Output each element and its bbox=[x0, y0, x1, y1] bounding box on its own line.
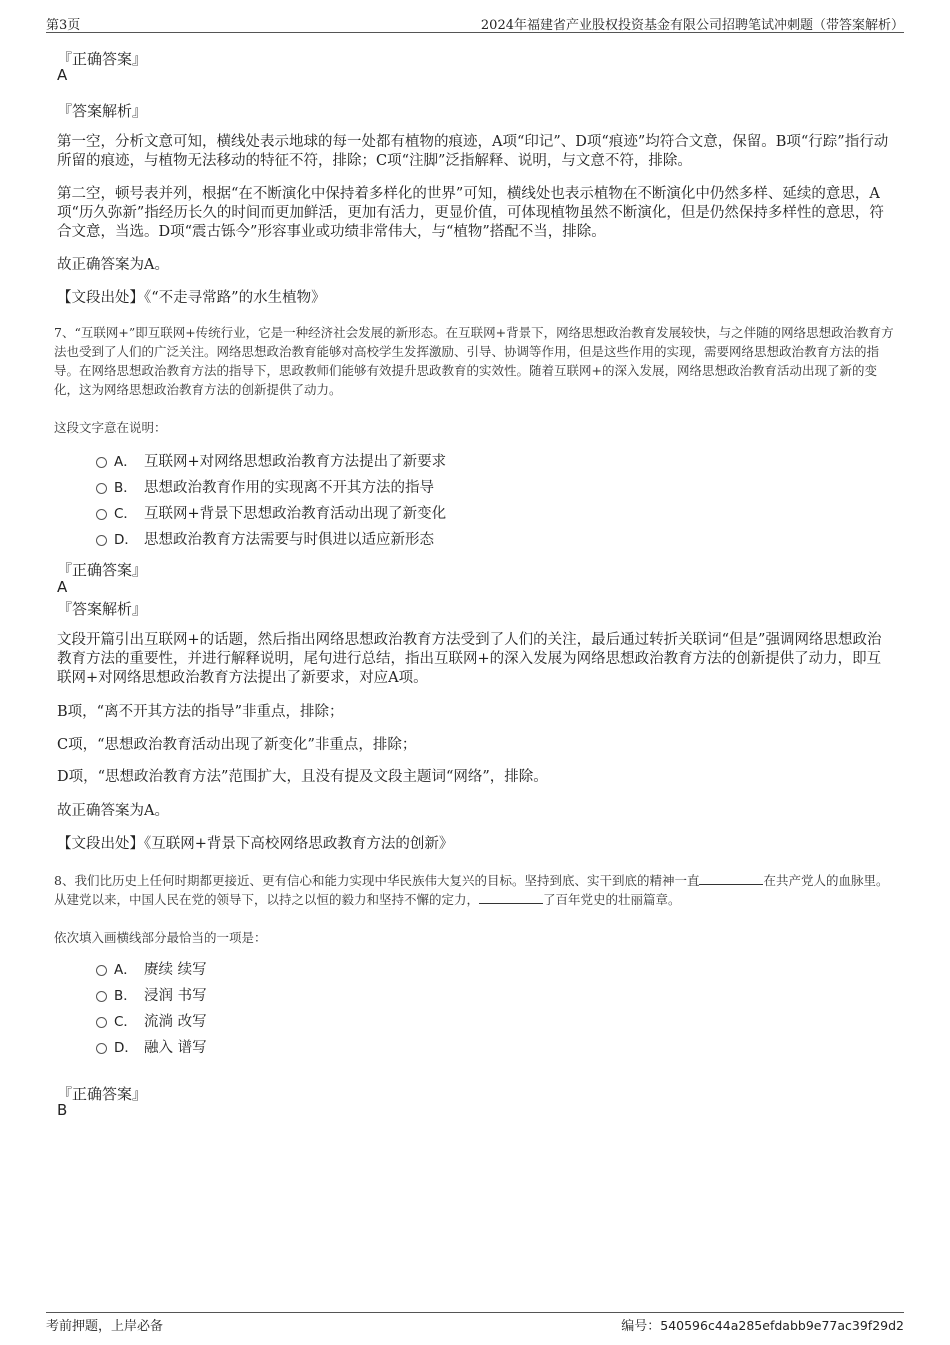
q7-analysis-para-1: 文段开篇引出互联网+的话题，然后指出网络思想政治教育方法受到了人们的关注，最后通过转折关联词“但是”强调网络思想政治教育方法的重要性，并进行解释说明，尾句进行总结，指出互联网+的深入发展为网络思想政治教育方法的创新提供了动力，即互联网+对网络思想政治教育方法提出了新要求，对应A项。 bbox=[57, 632, 882, 686]
fill-blank-2 bbox=[479, 891, 543, 904]
radio-button[interactable] bbox=[96, 535, 107, 546]
q7-analysis-c: C项，“思想政治教育活动出现了新变化”非重点，排除； bbox=[57, 737, 417, 753]
option-letter: B． bbox=[114, 480, 137, 496]
option-letter: D． bbox=[114, 1040, 138, 1056]
q7-prompt: 这段文字意在说明： bbox=[54, 420, 167, 435]
document-title: 2024年福建省产业股权投资基金有限公司招聘笔试冲刺题（带答案解析） bbox=[480, 18, 904, 33]
q7-answer-label: 『正确答案』 bbox=[57, 561, 148, 579]
q8-stem-part-1: 8、我们比历史上任何时期都更接近、更有信心和能力实现中华民族伟大复兴的目标。坚持到底、实干到底的精神一直 bbox=[54, 873, 700, 888]
option-text: 融入 谱写 bbox=[144, 1040, 207, 1056]
q7-analysis-b: B项，“离不开其方法的指导”非重点，排除； bbox=[57, 704, 344, 720]
q6-analysis-para-2: 第二空，顿号表并列，根据“在不断演化中保持着多样化的世界”可知，横线处也表示植物在不断演化中仍然多样、延续的意思，A项“历久弥新”指经历长久的时间而更加鲜活，更加有活力，更显价值，可体现植物虽然不断演化，但是仍然保持多样性的意思，符合文意，当选。D项“震古铄今”形容事业或功绩非常伟大，与“植物”搭配不当，排除。 bbox=[57, 186, 884, 240]
q6-answer: A bbox=[57, 66, 68, 84]
option-text: 互联网+对网络思想政治教育方法提出了新要求 bbox=[144, 454, 447, 470]
option-text: 赓续 续写 bbox=[144, 962, 207, 978]
option-letter: A． bbox=[114, 454, 137, 470]
page-footer bbox=[46, 1312, 904, 1335]
document-code bbox=[621, 1315, 904, 1334]
page-header bbox=[46, 14, 904, 33]
q7-analysis-label: 『答案解析』 bbox=[57, 600, 148, 618]
page-number: 第3页 bbox=[46, 18, 81, 33]
q7-analysis-conclusion: 故正确答案为A。 bbox=[57, 803, 169, 819]
footer-slogan: 考前押题，上岸必备 bbox=[46, 1319, 164, 1334]
q7-source: 【文段出处】《互联网+背景下高校网络思政教育方法的创新》 bbox=[57, 836, 454, 852]
radio-button[interactable] bbox=[96, 1017, 107, 1028]
q6-source: 【文段出处】《“不走寻常路”的水生植物》 bbox=[57, 290, 326, 306]
option-letter: D． bbox=[114, 532, 138, 548]
q8-prompt: 依次填入画横线部分最恰当的一项是： bbox=[54, 930, 267, 945]
option-text: 流淌 改写 bbox=[144, 1014, 207, 1030]
option-letter: C． bbox=[114, 506, 137, 522]
radio-button[interactable] bbox=[96, 483, 107, 494]
q8-answer: B bbox=[57, 1101, 68, 1119]
q7-analysis-d: D项，“思想政治教育方法”范围扩大，且没有提及文段主题词“网络”，排除。 bbox=[57, 769, 548, 785]
code-label: 编号： bbox=[621, 1319, 661, 1334]
option-letter: A． bbox=[114, 962, 137, 978]
q8-stem-part-3: 了百年党史的壮丽篇章。 bbox=[543, 892, 681, 907]
q8-stem bbox=[54, 871, 900, 909]
radio-button[interactable] bbox=[96, 991, 107, 1002]
q6-answer-label: 『正确答案』 bbox=[57, 50, 148, 68]
option-text: 思想政治教育方法需要与时俱进以适应新形态 bbox=[144, 532, 434, 548]
option-letter: C． bbox=[114, 1014, 137, 1030]
q6-analysis-para-1: 第一空，分析文意可知，横线处表示地球的每一处都有植物的痕迹，A项“印记”、D项“痕迹”均符合文意，保留。B项“行踪”指行动所留的痕迹，与植物无法移动的特征不符，排除；C项“注脚”泛指解释、说明，与文意不符，排除。 bbox=[57, 134, 889, 169]
option-text: 浸润 书写 bbox=[144, 988, 207, 1004]
radio-button[interactable] bbox=[96, 1043, 107, 1054]
fill-blank-1 bbox=[699, 872, 763, 885]
option-text: 互联网+背景下思想政治教育活动出现了新变化 bbox=[144, 506, 447, 522]
option-letter: B． bbox=[114, 988, 137, 1004]
q8-answer-label: 『正确答案』 bbox=[57, 1085, 148, 1103]
q6-analysis-conclusion: 故正确答案为A。 bbox=[57, 257, 169, 273]
q8-stem-part-2: 在共产党人的血脉里。从建党以来，中国人民在党的领导下，以持之以恒的毅力和坚持不懈的定力， bbox=[54, 873, 889, 907]
radio-button[interactable] bbox=[96, 509, 107, 520]
option-text: 思想政治教育作用的实现离不开其方法的指导 bbox=[144, 480, 434, 496]
q7-answer: A bbox=[57, 578, 68, 596]
q6-analysis-label: 『答案解析』 bbox=[57, 102, 148, 120]
radio-button[interactable] bbox=[96, 457, 107, 468]
q7-stem: 7、“互联网+”即互联网+传统行业，它是一种经济社会发展的新形态。在互联网+背景下，网络思想政治教育发展较快，与之伴随的网络思想政治教育方法也受到了人们的广泛关注。网络思想政治教育能够对高校学生发挥激励、引导、协调等作用，但是这些作用的实现，需要网络思想政治教育方法的指导。在网络思想政治教育方法的指导下，思政教师们能够有效提升思政教育的实效性。随着互联网+的深入发展，网络思想政治教育活动出现了新的变化，这为网络思想政治教育方法的创新提供了动力。 bbox=[54, 325, 894, 397]
code-value: 540596c44a285efdabb9e77ac39f29d2 bbox=[660, 1318, 904, 1333]
radio-button[interactable] bbox=[96, 965, 107, 976]
